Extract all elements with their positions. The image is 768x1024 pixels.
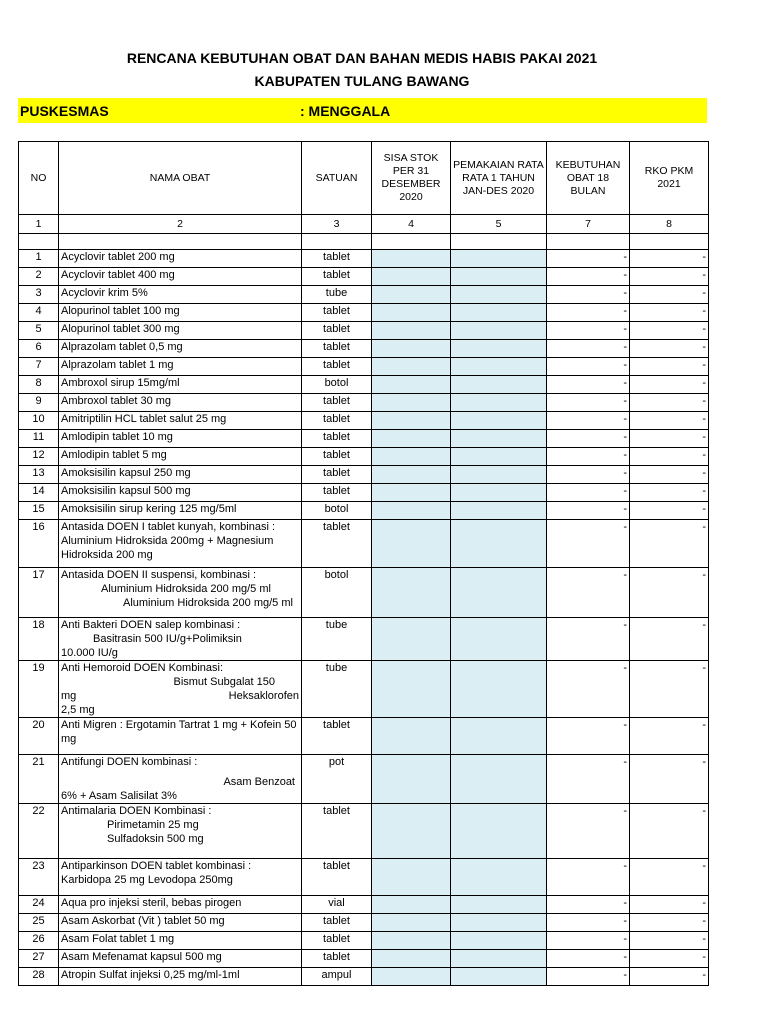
col-header-usage: PEMAKAIAN RATA RATA 1 TAHUN JAN-DES 2020 bbox=[451, 142, 547, 215]
medicine-name-line: Alprazolam tablet 0,5 mg bbox=[61, 341, 183, 353]
puskesmas-value: : MENGGALA bbox=[300, 103, 391, 119]
col-num-8: 8 bbox=[630, 215, 709, 234]
unit-cell: botol bbox=[302, 568, 372, 618]
medicine-name-line: Antimalaria DOEN Kombinasi : bbox=[61, 805, 212, 817]
medicine-name-line: Antasida DOEN II suspensi, kombinasi : bbox=[61, 569, 257, 581]
usage-input-cell[interactable] bbox=[451, 502, 547, 520]
medicine-name-line: Ambroxol tablet 30 mg bbox=[61, 395, 172, 407]
medicine-name-line: Amitriptilin HCL tablet salut 25 mg bbox=[61, 413, 227, 425]
col-num-2: 2 bbox=[59, 215, 302, 234]
need-cell: - bbox=[547, 932, 630, 950]
medicine-name-subline: Aluminium Hidroksida 200 mg/5 ml bbox=[123, 597, 293, 609]
row-number: 8 bbox=[19, 376, 59, 394]
table-row bbox=[19, 448, 709, 466]
stock-input-cell[interactable] bbox=[372, 286, 451, 304]
table-row bbox=[19, 950, 709, 968]
need-cell: - bbox=[547, 412, 630, 430]
medicine-name bbox=[59, 568, 302, 618]
rko-cell: - bbox=[630, 304, 709, 322]
col-num-3: 3 bbox=[302, 215, 372, 234]
usage-input-cell[interactable] bbox=[451, 430, 547, 448]
row-number: 24 bbox=[19, 896, 59, 914]
table-body bbox=[19, 234, 709, 986]
medicine-table bbox=[18, 141, 709, 986]
medicine-name bbox=[59, 376, 302, 394]
medicine-name-subline: Bismut Subgalat 150 bbox=[173, 676, 275, 688]
medicine-name bbox=[59, 466, 302, 484]
rko-cell: - bbox=[630, 804, 709, 859]
table-row bbox=[19, 394, 709, 412]
stock-input-cell[interactable] bbox=[372, 755, 451, 804]
rko-cell: - bbox=[630, 568, 709, 618]
medicine-name-line: Acyclovir tablet 200 mg bbox=[61, 251, 175, 263]
unit-cell: tablet bbox=[302, 304, 372, 322]
table-row bbox=[19, 466, 709, 484]
medicine-name bbox=[59, 914, 302, 932]
row-number: 2 bbox=[19, 268, 59, 286]
row-number: 9 bbox=[19, 394, 59, 412]
stock-input-cell[interactable] bbox=[372, 394, 451, 412]
col-header-unit: SATUAN bbox=[302, 142, 372, 215]
medicine-name bbox=[59, 950, 302, 968]
row-number: 28 bbox=[19, 968, 59, 986]
medicine-name-subline: Sulfadoksin 500 mg bbox=[107, 833, 204, 845]
unit-cell: tablet bbox=[302, 718, 372, 755]
medicine-name-line: Ambroxol sirup 15mg/ml bbox=[61, 377, 180, 389]
rko-cell: - bbox=[630, 430, 709, 448]
unit-cell: tablet bbox=[302, 322, 372, 340]
usage-input-cell[interactable] bbox=[451, 322, 547, 340]
rko-cell: - bbox=[630, 718, 709, 755]
medicine-name-line: Anti Hemoroid DOEN Kombinasi: bbox=[61, 662, 224, 674]
need-cell: - bbox=[547, 358, 630, 376]
unit-cell: tablet bbox=[302, 859, 372, 896]
medicine-name-line: Antifungi DOEN kombinasi : bbox=[61, 756, 198, 768]
stock-input-cell[interactable] bbox=[372, 950, 451, 968]
medicine-name-line: Alprazolam tablet 1 mg bbox=[61, 359, 174, 371]
table-row bbox=[19, 568, 709, 618]
row-number: 23 bbox=[19, 859, 59, 896]
unit-cell: tube bbox=[302, 286, 372, 304]
row-number: 18 bbox=[19, 618, 59, 661]
rko-cell: - bbox=[630, 358, 709, 376]
rko-cell: - bbox=[630, 286, 709, 304]
medicine-name bbox=[59, 358, 302, 376]
col-header-name: NAMA OBAT bbox=[59, 142, 302, 215]
row-number: 4 bbox=[19, 304, 59, 322]
medicine-name-line: Aqua pro injeksi steril, bebas pirogen bbox=[61, 897, 242, 909]
stock-input-cell[interactable] bbox=[372, 859, 451, 896]
table-row bbox=[19, 250, 709, 268]
need-cell: - bbox=[547, 718, 630, 755]
medicine-name-line: Alopurinol tablet 300 mg bbox=[61, 323, 180, 335]
stock-input-cell[interactable] bbox=[372, 718, 451, 755]
need-cell: - bbox=[547, 896, 630, 914]
table-row bbox=[19, 859, 709, 896]
document-subtitle: KABUPATEN TULANG BAWANG bbox=[254, 73, 470, 89]
rko-cell: - bbox=[630, 661, 709, 718]
usage-input-cell[interactable] bbox=[451, 618, 547, 661]
usage-input-cell[interactable] bbox=[451, 950, 547, 968]
medicine-name bbox=[59, 932, 302, 950]
row-number: 1 bbox=[19, 250, 59, 268]
stock-input-cell[interactable] bbox=[372, 804, 451, 859]
medicine-name bbox=[59, 618, 302, 661]
usage-input-cell[interactable] bbox=[451, 466, 547, 484]
medicine-name-line: Atropin Sulfat injeksi 0,25 mg/ml-1ml bbox=[61, 969, 240, 981]
stock-input-cell[interactable] bbox=[372, 268, 451, 286]
usage-input-cell[interactable] bbox=[451, 250, 547, 268]
table-row bbox=[19, 484, 709, 502]
spacer-row bbox=[19, 234, 709, 250]
medicine-name-line: Anti Migren : Ergotamin Tartrat 1 mg + Kofein 50 mg bbox=[61, 719, 297, 745]
usage-input-cell[interactable] bbox=[451, 358, 547, 376]
unit-cell: tablet bbox=[302, 950, 372, 968]
need-cell: - bbox=[547, 520, 630, 568]
unit-cell: tablet bbox=[302, 932, 372, 950]
table-row bbox=[19, 661, 709, 718]
medicine-name bbox=[59, 340, 302, 358]
need-cell: - bbox=[547, 340, 630, 358]
stock-input-cell[interactable] bbox=[372, 358, 451, 376]
unit-cell: tablet bbox=[302, 268, 372, 286]
table-row bbox=[19, 618, 709, 661]
need-cell: - bbox=[547, 448, 630, 466]
row-number: 3 bbox=[19, 286, 59, 304]
row-number: 21 bbox=[19, 755, 59, 804]
medicine-name bbox=[59, 412, 302, 430]
row-number: 6 bbox=[19, 340, 59, 358]
medicine-name-subline: mg bbox=[61, 690, 77, 702]
stock-input-cell[interactable] bbox=[372, 896, 451, 914]
need-cell: - bbox=[547, 286, 630, 304]
table-row bbox=[19, 932, 709, 950]
rko-cell: - bbox=[630, 394, 709, 412]
usage-input-cell[interactable] bbox=[451, 661, 547, 718]
rko-cell: - bbox=[630, 932, 709, 950]
medicine-name bbox=[59, 661, 302, 718]
need-cell: - bbox=[547, 968, 630, 986]
row-number: 7 bbox=[19, 358, 59, 376]
table-row bbox=[19, 502, 709, 520]
usage-input-cell[interactable] bbox=[451, 755, 547, 804]
usage-input-cell[interactable] bbox=[451, 568, 547, 618]
unit-cell: tablet bbox=[302, 914, 372, 932]
rko-cell: - bbox=[630, 618, 709, 661]
usage-input-cell[interactable] bbox=[451, 340, 547, 358]
unit-cell: ampul bbox=[302, 968, 372, 986]
table-header bbox=[19, 142, 709, 234]
rko-cell: - bbox=[630, 412, 709, 430]
stock-input-cell[interactable] bbox=[372, 376, 451, 394]
medicine-name-line: Amoksisilin kapsul 250 mg bbox=[61, 467, 191, 479]
unit-cell: tube bbox=[302, 661, 372, 718]
row-number: 13 bbox=[19, 466, 59, 484]
medicine-name-subline: Pirimetamin 25 mg bbox=[107, 819, 199, 831]
stock-input-cell[interactable] bbox=[372, 484, 451, 502]
unit-cell: botol bbox=[302, 376, 372, 394]
medicine-name bbox=[59, 484, 302, 502]
unit-cell: vial bbox=[302, 896, 372, 914]
row-number: 11 bbox=[19, 430, 59, 448]
col-num-7: 7 bbox=[547, 215, 630, 234]
medicine-name bbox=[59, 502, 302, 520]
row-number: 25 bbox=[19, 914, 59, 932]
unit-cell: tablet bbox=[302, 520, 372, 568]
unit-cell: tablet bbox=[302, 430, 372, 448]
col-num-5: 5 bbox=[451, 215, 547, 234]
unit-cell: tablet bbox=[302, 466, 372, 484]
need-cell: - bbox=[547, 804, 630, 859]
medicine-name bbox=[59, 250, 302, 268]
usage-input-cell[interactable] bbox=[451, 448, 547, 466]
need-cell: - bbox=[547, 618, 630, 661]
stock-input-cell[interactable] bbox=[372, 250, 451, 268]
medicine-name bbox=[59, 394, 302, 412]
usage-input-cell[interactable] bbox=[451, 932, 547, 950]
table-row bbox=[19, 322, 709, 340]
row-number: 26 bbox=[19, 932, 59, 950]
medicine-name-line: Amlodipin tablet 5 mg bbox=[61, 449, 167, 461]
unit-cell: botol bbox=[302, 502, 372, 520]
table-row bbox=[19, 376, 709, 394]
need-cell: - bbox=[547, 466, 630, 484]
usage-input-cell[interactable] bbox=[451, 268, 547, 286]
medicine-name bbox=[59, 448, 302, 466]
need-cell: - bbox=[547, 268, 630, 286]
medicine-name bbox=[59, 718, 302, 755]
col-num-1: 1 bbox=[19, 215, 59, 234]
stock-input-cell[interactable] bbox=[372, 520, 451, 568]
need-cell: - bbox=[547, 502, 630, 520]
medicine-name-subline: Aluminium Hidroksida 200 mg/5 ml bbox=[101, 583, 271, 595]
stock-input-cell[interactable] bbox=[372, 340, 451, 358]
stock-input-cell[interactable] bbox=[372, 661, 451, 718]
usage-input-cell[interactable] bbox=[451, 859, 547, 896]
medicine-name-line: Acyclovir krim 5% bbox=[61, 287, 148, 299]
unit-cell: pot bbox=[302, 755, 372, 804]
medicine-name bbox=[59, 304, 302, 322]
medicine-name bbox=[59, 286, 302, 304]
rko-cell: - bbox=[630, 466, 709, 484]
medicine-name bbox=[59, 896, 302, 914]
rko-cell: - bbox=[630, 755, 709, 804]
usage-input-cell[interactable] bbox=[451, 484, 547, 502]
unit-cell: tablet bbox=[302, 394, 372, 412]
rko-cell: - bbox=[630, 322, 709, 340]
table-row bbox=[19, 968, 709, 986]
row-number: 10 bbox=[19, 412, 59, 430]
stock-input-cell[interactable] bbox=[372, 412, 451, 430]
need-cell: - bbox=[547, 304, 630, 322]
row-number: 14 bbox=[19, 484, 59, 502]
need-cell: - bbox=[547, 250, 630, 268]
unit-cell: tablet bbox=[302, 358, 372, 376]
unit-cell: tablet bbox=[302, 804, 372, 859]
col-header-stock: SISA STOK PER 31 DESEMBER 2020 bbox=[372, 142, 451, 215]
usage-input-cell[interactable] bbox=[451, 304, 547, 322]
need-cell: - bbox=[547, 430, 630, 448]
medicine-name-line: Antiparkinson DOEN tablet kombinasi : Karbidopa 25 mg Levodopa 250mg bbox=[61, 860, 252, 886]
document-title: RENCANA KEBUTUHAN OBAT DAN BAHAN MEDIS HABIS PAKAI 2021 bbox=[126, 50, 598, 66]
unit-cell: tablet bbox=[302, 340, 372, 358]
rko-cell: - bbox=[630, 896, 709, 914]
usage-input-cell[interactable] bbox=[451, 718, 547, 755]
col-header-rko: RKO PKM 2021 bbox=[630, 142, 709, 215]
table-row bbox=[19, 412, 709, 430]
stock-input-cell[interactable] bbox=[372, 968, 451, 986]
usage-input-cell[interactable] bbox=[451, 286, 547, 304]
stock-input-cell[interactable] bbox=[372, 430, 451, 448]
medicine-name-line: Amlodipin tablet 10 mg bbox=[61, 431, 173, 443]
medicine-name bbox=[59, 520, 302, 568]
need-cell: - bbox=[547, 859, 630, 896]
rko-cell: - bbox=[630, 520, 709, 568]
rko-cell: - bbox=[630, 968, 709, 986]
rko-cell: - bbox=[630, 914, 709, 932]
table-row bbox=[19, 520, 709, 568]
rko-cell: - bbox=[630, 448, 709, 466]
stock-input-cell[interactable] bbox=[372, 466, 451, 484]
unit-cell: tube bbox=[302, 618, 372, 661]
need-cell: - bbox=[547, 755, 630, 804]
need-cell: - bbox=[547, 568, 630, 618]
col-header-need: KEBUTUHAN OBAT 18 BULAN bbox=[547, 142, 630, 215]
row-number: 12 bbox=[19, 448, 59, 466]
stock-input-cell[interactable] bbox=[372, 322, 451, 340]
medicine-name-line: Asam Mefenamat kapsul 500 mg bbox=[61, 951, 222, 963]
row-number: 19 bbox=[19, 661, 59, 718]
table-row bbox=[19, 755, 709, 804]
need-cell: - bbox=[547, 950, 630, 968]
unit-cell: tablet bbox=[302, 250, 372, 268]
rko-cell: - bbox=[630, 268, 709, 286]
stock-input-cell[interactable] bbox=[372, 448, 451, 466]
table-row bbox=[19, 896, 709, 914]
rko-cell: - bbox=[630, 376, 709, 394]
medicine-name-line: Amoksisilin kapsul 500 mg bbox=[61, 485, 191, 497]
usage-input-cell[interactable] bbox=[451, 412, 547, 430]
medicine-name-subline: Basitrasin 500 IU/g+Polimiksin bbox=[93, 633, 242, 645]
usage-input-cell[interactable] bbox=[451, 968, 547, 986]
need-cell: - bbox=[547, 484, 630, 502]
rko-cell: - bbox=[630, 502, 709, 520]
stock-input-cell[interactable] bbox=[372, 932, 451, 950]
table-row bbox=[19, 358, 709, 376]
table-row bbox=[19, 304, 709, 322]
medicine-name bbox=[59, 859, 302, 896]
row-number: 17 bbox=[19, 568, 59, 618]
row-number: 16 bbox=[19, 520, 59, 568]
need-cell: - bbox=[547, 322, 630, 340]
table-row bbox=[19, 914, 709, 932]
medicine-name-subline: Heksaklorofen bbox=[228, 690, 299, 702]
need-cell: - bbox=[547, 376, 630, 394]
medicine-name bbox=[59, 804, 302, 859]
need-cell: - bbox=[547, 394, 630, 412]
medicine-name-line: Anti Bakteri DOEN salep kombinasi : bbox=[61, 619, 241, 631]
unit-cell: tablet bbox=[302, 412, 372, 430]
medicine-name-line: Alopurinol tablet 100 mg bbox=[61, 305, 180, 317]
table-row bbox=[19, 718, 709, 755]
stock-input-cell[interactable] bbox=[372, 914, 451, 932]
puskesmas-banner bbox=[18, 98, 707, 123]
unit-cell: tablet bbox=[302, 448, 372, 466]
medicine-name bbox=[59, 430, 302, 448]
usage-input-cell[interactable] bbox=[451, 394, 547, 412]
usage-input-cell[interactable] bbox=[451, 520, 547, 568]
rko-cell: - bbox=[630, 340, 709, 358]
table-row bbox=[19, 430, 709, 448]
medicine-name-line: Antasida DOEN I tablet kunyah, kombinasi : Aluminium Hidroksida 200mg + Magnesium Hidroksida 200 mg bbox=[61, 521, 275, 561]
rko-cell: - bbox=[630, 250, 709, 268]
usage-input-cell[interactable] bbox=[451, 914, 547, 932]
usage-input-cell[interactable] bbox=[451, 376, 547, 394]
table-row bbox=[19, 804, 709, 859]
row-number: 15 bbox=[19, 502, 59, 520]
rko-cell: - bbox=[630, 950, 709, 968]
row-number: 20 bbox=[19, 718, 59, 755]
medicine-name bbox=[59, 322, 302, 340]
medicine-name bbox=[59, 968, 302, 986]
medicine-name-subline: 2,5 mg bbox=[61, 704, 95, 716]
rko-cell: - bbox=[630, 859, 709, 896]
medicine-name-line: Asam Folat tablet 1 mg bbox=[61, 933, 175, 945]
table-row bbox=[19, 340, 709, 358]
need-cell: - bbox=[547, 661, 630, 718]
medicine-name-line: Asam Askorbat (Vit ) tablet 50 mg bbox=[61, 915, 225, 927]
medicine-name-subline: 6% + Asam Salisilat 3% bbox=[61, 790, 177, 802]
col-header-no: NO bbox=[19, 142, 59, 215]
medicine-name bbox=[59, 268, 302, 286]
puskesmas-label: PUSKESMAS bbox=[20, 103, 109, 119]
row-number: 27 bbox=[19, 950, 59, 968]
rko-cell: - bbox=[630, 484, 709, 502]
row-number: 22 bbox=[19, 804, 59, 859]
table-row bbox=[19, 268, 709, 286]
medicine-name-line: Acyclovir tablet 400 mg bbox=[61, 269, 175, 281]
stock-input-cell[interactable] bbox=[372, 618, 451, 661]
medicine-name bbox=[59, 755, 302, 804]
usage-input-cell[interactable] bbox=[451, 804, 547, 859]
col-num-4: 4 bbox=[372, 215, 451, 234]
unit-cell: tablet bbox=[302, 484, 372, 502]
stock-input-cell[interactable] bbox=[372, 568, 451, 618]
usage-input-cell[interactable] bbox=[451, 896, 547, 914]
stock-input-cell[interactable] bbox=[372, 304, 451, 322]
row-number: 5 bbox=[19, 322, 59, 340]
table-row bbox=[19, 286, 709, 304]
medicine-name-subline: 10.000 IU/g bbox=[61, 647, 118, 659]
stock-input-cell[interactable] bbox=[372, 502, 451, 520]
need-cell: - bbox=[547, 914, 630, 932]
medicine-name-subline: Asam Benzoat bbox=[223, 776, 295, 788]
medicine-name-line: Amoksisilin sirup kering 125 mg/5ml bbox=[61, 503, 237, 515]
